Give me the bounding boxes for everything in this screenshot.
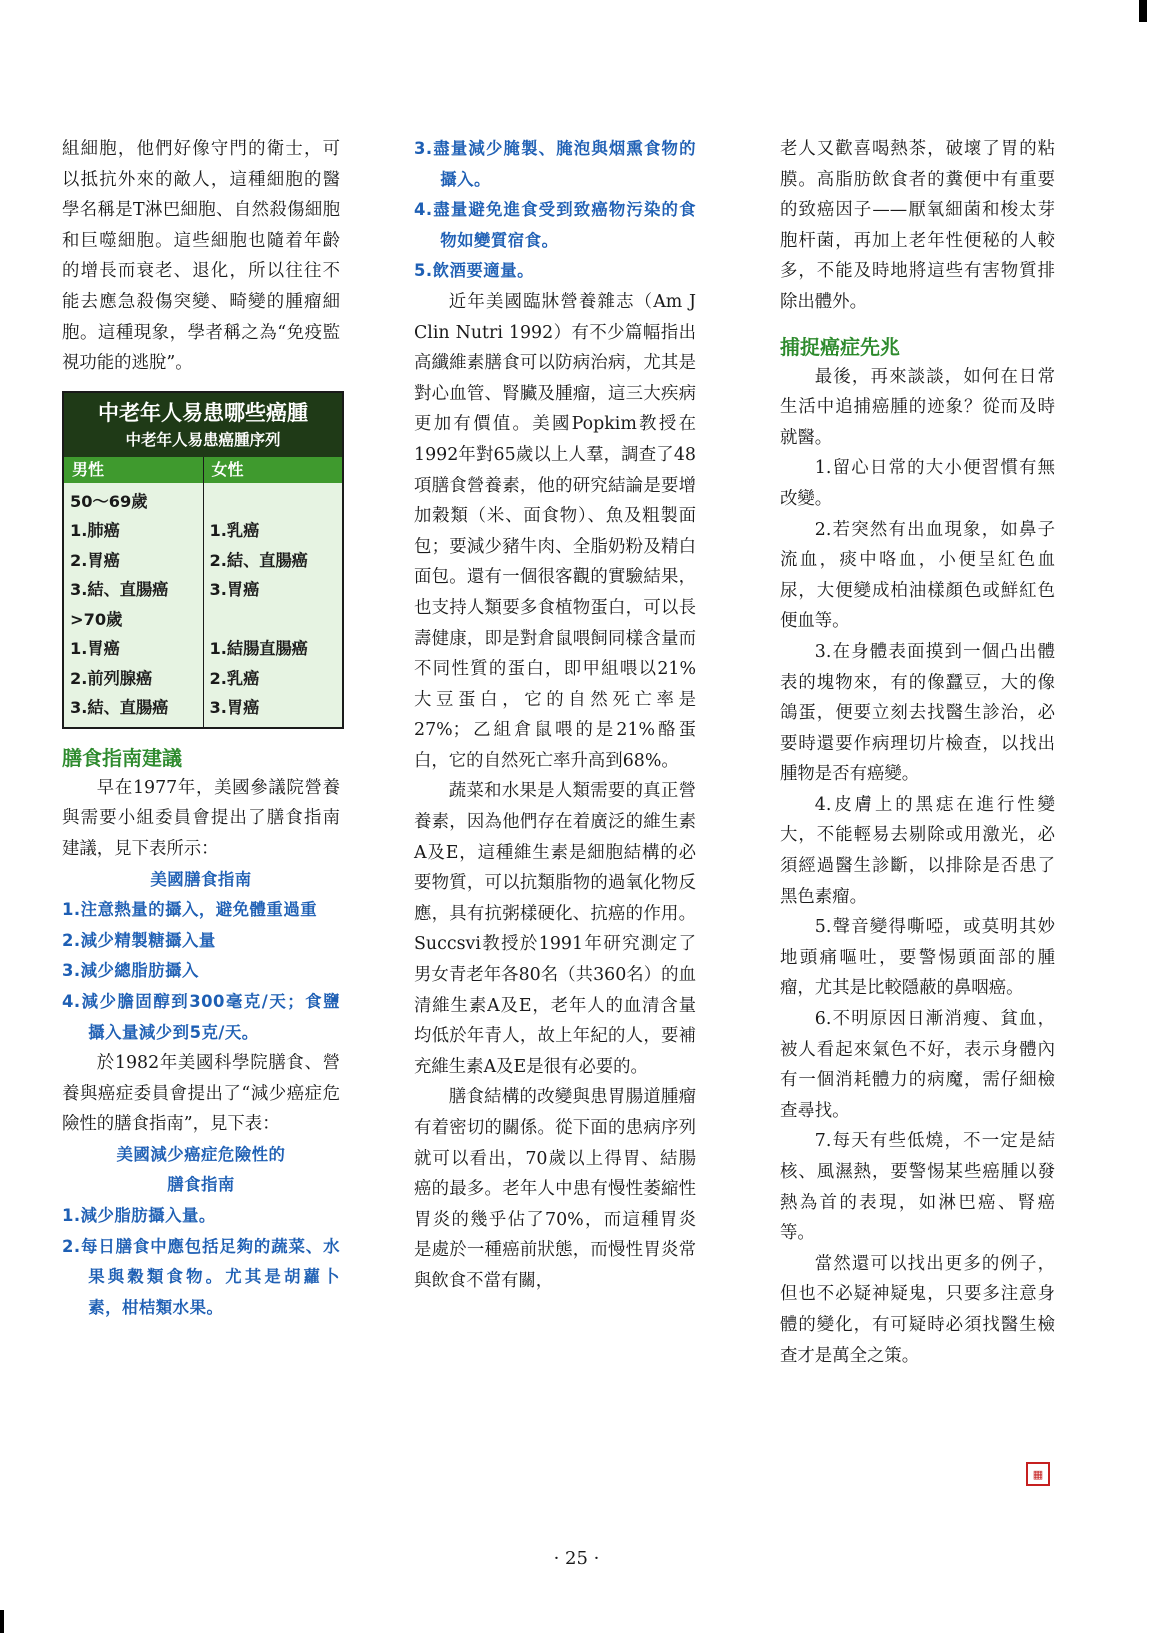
paragraph: 最後，再來談談，如何在日常生活中追捕癌腫的迹象？從而及時就醫。	[780, 366, 1055, 448]
list-item: 3.減少總脂肪攝入	[62, 961, 199, 981]
paragraph: 4.皮膚上的黑痣在進行性變大，不能輕易去剔除或用激光，必須經過醫生診斷，以排除是否患了黑色素瘤。	[780, 794, 1055, 907]
table-cell	[210, 605, 343, 635]
list-item: 4.減少膽固醇到300毫克/天；食鹽攝入量減少到5克/天。	[62, 991, 340, 1042]
paragraph: 早在1977年，美國參議院營養與需要小組委員會提出了膳食指南建議，見下表所示：	[62, 777, 340, 859]
table-cell: 2.胃癌	[70, 550, 120, 570]
table-subtitle: 中老年人易患癌腫序列	[64, 429, 342, 457]
table-cell: >70歲	[70, 609, 123, 629]
female-column	[204, 483, 343, 727]
seal-stamp-icon: ▦	[1026, 1462, 1050, 1486]
header-female: 女性	[211, 459, 244, 479]
cancer-sequence-table	[62, 391, 344, 729]
section-heading: 捕捉癌症先兆	[780, 334, 900, 359]
table-title: 中老年人易患哪些癌腫	[64, 393, 342, 429]
scan-mark	[1139, 0, 1147, 22]
list-item: 2.每日膳食中應包括足夠的蔬菜、水果與穀類食物。尤其是胡蘿卜素，柑桔類水果。	[62, 1236, 340, 1317]
table-cell: 2.結、直腸癌	[209, 550, 308, 570]
list-item: 5.飲酒要適量。	[414, 261, 534, 281]
list-title: 美國減少癌症危險性的	[116, 1144, 286, 1164]
section-heading: 膳食指南建議	[62, 745, 182, 770]
paragraph: 當然還可以找出更多的例子，但也不必疑神疑鬼，只要多注意身體的變化，有可疑時必須找醫生檢查才是萬全之策。	[780, 1253, 1055, 1366]
paragraph: 於1982年美國科學院膳食、營養與癌症委員會提出了“減少癌症危險性的膳食指南”，見下表：	[62, 1053, 340, 1135]
table-cell: 1.肺癌	[70, 521, 120, 541]
column-3	[780, 134, 1055, 1371]
paragraph: 7.每天有些低燒，不一定是結核、風濕熱，要警惕某些癌腫以發熱為首的表現，如淋巴癌、腎癌等。	[780, 1131, 1055, 1244]
table-cell: 2.乳癌	[209, 668, 260, 688]
male-column	[64, 483, 204, 727]
paragraph: 5.聲音變得嘶啞，或莫明其妙地頭痛嘔吐，要警惕頭面部的腫瘤，尤其是比較隱蔽的鼻咽癌。	[780, 917, 1055, 999]
table-cell: 1.胃癌	[70, 639, 120, 659]
table-cell	[210, 487, 343, 517]
page-number: · 25 ·	[553, 1548, 600, 1569]
scan-mark	[0, 1610, 4, 1633]
list-item: 3.盡量減少腌製、腌泡與烟熏食物的攝入。	[414, 139, 696, 189]
paragraph: 1.留心日常的大小便習慣有無改變。	[780, 458, 1055, 509]
list-item: 1.注意熱量的攝入，避免體重過重	[62, 900, 318, 920]
paragraph: 6.不明原因日漸消瘦、貧血，被人看起來氣色不好，表示身體內有一個消耗體力的病魔，需仔細檢查尋找。	[780, 1009, 1055, 1121]
paragraph: 組細胞，他們好像守門的衛士，可以抵抗外來的敵人，這種細胞的醫學名稱是T淋巴細胞、自然殺傷細胞和巨噬細胞。這些細胞也隨着年齡的增長而衰老、退化，所以往往不能去應急殺傷突變、畸變的腫瘤細胞。這種現象，學者稱之為“免疫監視功能的逃脫”。	[62, 139, 340, 374]
column-2	[414, 134, 696, 1297]
table-cell: 1.乳癌	[209, 521, 260, 541]
table-cell: 2.前列腺癌	[70, 668, 153, 688]
table-cell: 1.結腸直腸癌	[209, 639, 308, 659]
paragraph: 3.在身體表面摸到一個凸出體表的塊物來，有的像蠶豆，大的像鴿蛋，便要立刻去找醫生診治，必要時還要作病理切片檢查，以找出腫物是否有癌變。	[780, 641, 1055, 785]
paragraph: 老人又歡喜喝熱茶，破壞了胃的粘膜。高脂肪飲食者的糞便中有重要的致癌因子——厭氧細菌和梭太芽胞杆菌，再加上老年性便秘的人較多，不能及時地將這些有害物質排除出體外。	[780, 139, 1055, 312]
list-item: 1.減少脂肪攝入量。	[62, 1206, 216, 1226]
list-title: 膳食指南	[167, 1175, 235, 1195]
paragraph: 近年美國臨牀營養雜志（Am J Clin Nutri 1992）有不少篇幅指出高纖維素膳食可以防病治病，尤其是對心血管、腎臟及腫瘤，這三大疾病更加有價值。美國Popkim教授在1992年對65歲以上人羣，調查了48項膳食營養素，他的研究結論是要增加穀類（米、面食物）、魚及粗製面包；要減少豬牛肉、全脂奶粉及精白面包。還有一個很客觀的實驗結果，也支持人類要多食植物蛋白，可以長壽健康，即是對倉鼠喂飼同樣含量而不同性質的蛋白，即甲組喂以21%大豆蛋白，它的自然死亡率是27%；乙組倉鼠喂的是21%酪蛋白，它的自然死亡率升高到68%。	[414, 291, 696, 771]
table-body	[64, 483, 342, 727]
paragraph: 膳食結構的改變與患胃腸道腫瘤有着密切的關係。從下面的患病序列就可以看出，70歲以上得胃、結腸癌的最多。老年人中患有慢性萎縮性胃炎的幾乎佔了70%，而這種胃炎是處於一種癌前狀態，而慢性胃炎常與飲食不當有關，	[414, 1087, 696, 1291]
column-1	[62, 134, 340, 1323]
table-cell: 3.胃癌	[209, 698, 260, 718]
header-male: 男性	[64, 457, 204, 483]
list-title: 美國膳食指南	[150, 869, 252, 889]
paragraph: 2.若突然有出血現象，如鼻子流血，痰中咯血，小便呈紅色血尿，大便變成柏油樣顏色或鮮紅色便血等。	[780, 519, 1055, 632]
table-cell: 50〜69歲	[70, 491, 148, 511]
list-item: 4.盡量避免進食受到致癌物污染的食物如變質宿食。	[414, 200, 696, 250]
list-item: 2.減少精製糖攝入量	[62, 930, 216, 950]
paragraph: 蔬菜和水果是人類需要的真正營養素，因為他們存在着廣泛的維生素A及E，這種維生素是細胞結構的必要物質，可以抗類脂物的過氧化物反應，具有抗粥樣硬化、抗癌的作用。Succsvi教授於1991年研究測定了男女青老年各80名（共360名）的血清維生素A及E，老年人的血清含量均低於年青人，故上年紀的人，要補充維生素A及E是很有必要的。	[414, 781, 696, 1077]
table-cell: 3.胃癌	[209, 580, 260, 600]
table-header	[64, 457, 342, 483]
table-cell: 3.結、直腸癌	[70, 580, 169, 600]
table-cell: 3.結、直腸癌	[70, 698, 169, 718]
